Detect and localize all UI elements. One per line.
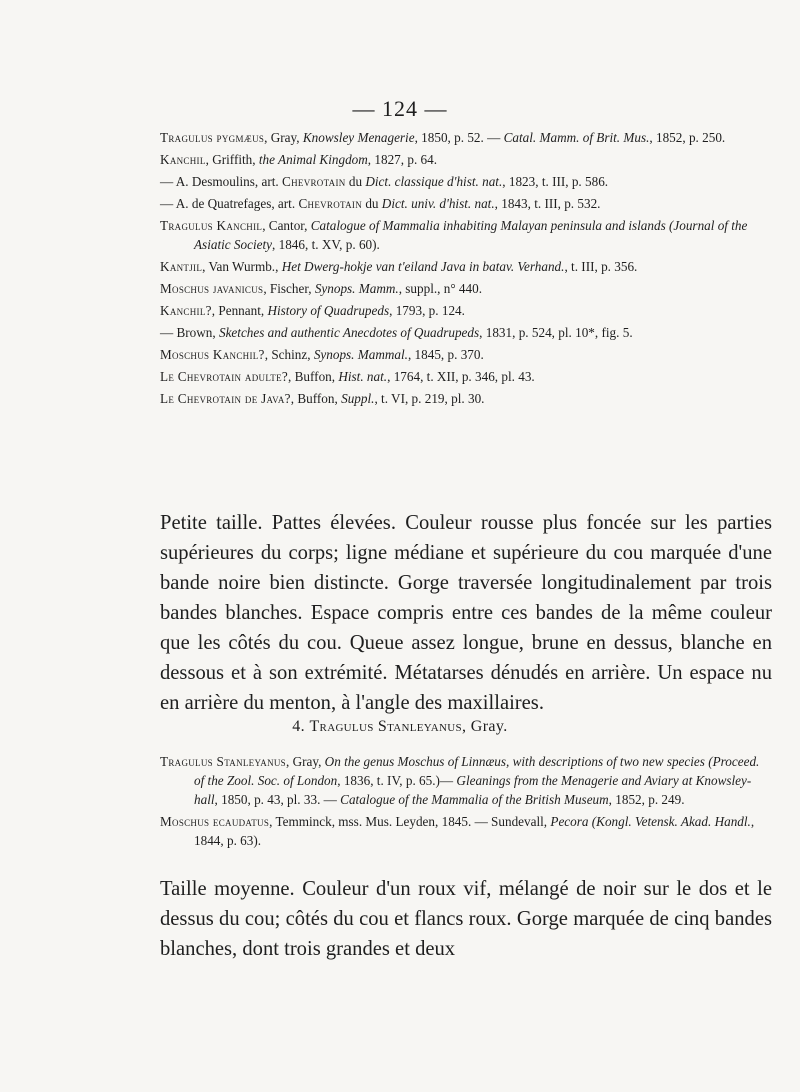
reference-name: Kantjil bbox=[160, 259, 203, 274]
reference-author: , Schinz, bbox=[264, 347, 314, 362]
reference-entry bbox=[160, 323, 760, 342]
reference-detail: , 1823, t. III, p. 586. bbox=[502, 174, 609, 189]
reference-title: Dict. classique d'hist. nat. bbox=[365, 174, 503, 189]
reference-detail: , suppl., n° 440. bbox=[398, 281, 483, 296]
reference-title: Synops. Mamm. bbox=[314, 281, 399, 296]
reference-author: , Fischer, bbox=[263, 281, 315, 296]
reference-connector: du bbox=[345, 174, 366, 189]
reference-entry bbox=[160, 389, 760, 408]
reference-name: Kanchil? bbox=[160, 303, 212, 318]
species-author: , Gray. bbox=[461, 718, 508, 735]
reference-author: , Buffon, bbox=[290, 391, 342, 406]
reference-entry bbox=[160, 279, 760, 298]
description-paragraph-2: Taille moyenne. Couleur d'un roux vif, mélangé de noir sur le dos et le dessus du cou; côtés du cou et flancs roux. Gorge marquée de cinq bandes blanches, dont trois grandes et deux bbox=[160, 878, 772, 960]
reference-author: , Pennant, bbox=[211, 303, 268, 318]
reference-title: Knowsley Menagerie bbox=[302, 130, 415, 145]
reference-detail: , t. VI, p. 219, pl. 30. bbox=[374, 391, 485, 406]
reference-title: Dict. univ. d'hist. nat. bbox=[381, 196, 495, 211]
reference-name: Moschus Kanchil? bbox=[160, 347, 265, 362]
reference-title: Hist. nat. bbox=[338, 369, 388, 384]
reference-title-3: Catalogue of the Mammalia of the British Museum bbox=[340, 792, 609, 807]
reference-name: Le Chevrotain de Java? bbox=[160, 391, 291, 406]
reference-author: , Cantor, bbox=[262, 218, 311, 233]
reference-name: Le Chevrotain adulte? bbox=[160, 369, 289, 384]
reference-title: Catalogue of Mammalia inhabiting Malayan peninsula and islands (Journal of the Asiatic Society bbox=[194, 218, 748, 252]
reference-title-2: Catal. Mamm. of Brit. Mus. bbox=[503, 130, 650, 145]
reference-detail: , 1843, t. III, p. 532. bbox=[494, 196, 601, 211]
reference-detail: , 1827, p. 64. bbox=[367, 152, 438, 167]
synonymy-list-2 bbox=[160, 752, 760, 853]
species-number: 4. bbox=[292, 718, 310, 735]
reference-name: Tragulus pygmæus bbox=[160, 130, 265, 145]
reference-entry bbox=[160, 257, 760, 276]
reference-author: , Van Wurmb., bbox=[202, 259, 282, 274]
synonymy-list bbox=[160, 128, 760, 411]
reference-author: A. de Quatrefages, art. bbox=[175, 196, 299, 211]
reference-entry bbox=[160, 301, 760, 320]
reference-title: Het Dwerg-hokje van t'eiland Java in batav. Verhand. bbox=[281, 259, 565, 274]
reference-author: , Griffith, bbox=[205, 152, 259, 167]
description-paragraph: Petite taille. Pattes élevées. Couleur rousse plus foncée sur les parties supérieures du corps; ligne médiane et supérieure du cou marquée d'une bande noire bien distincte. Gorge traversée longitudinalement par trois bandes blanches. Espace compris entre ces bandes de la même couleur que les côtés du cou. Queue assez longue, brune en dessus, blanche en dessous et à son extrémité. Métatarses dénudés en arrière. Un espace nu en arrière du menton, à l'angle des maxillaires. bbox=[160, 512, 772, 714]
reference-detail: , 1850, p. 52. — bbox=[414, 130, 504, 145]
reference-detail-3: , 1852, p. 249. bbox=[608, 792, 685, 807]
reference-name: — bbox=[160, 174, 176, 189]
reference-name: — bbox=[160, 196, 176, 211]
reference-entry bbox=[160, 812, 760, 850]
reference-author: , Gray, bbox=[285, 754, 325, 769]
reference-entry bbox=[160, 216, 760, 254]
reference-author: Brown, bbox=[176, 325, 219, 340]
reference-title: Pecora (Kongl. Vetensk. Akad. Handl. bbox=[550, 814, 751, 829]
reference-detail-2: , 1852, p. 250. bbox=[649, 130, 726, 145]
reference-entry bbox=[160, 367, 760, 386]
reference-title: Suppl. bbox=[341, 391, 375, 406]
reference-detail: , 1846, t. XV, p. 60). bbox=[272, 237, 380, 252]
reference-title: Synops. Mammal. bbox=[313, 347, 408, 362]
reference-title: On the genus Moschus of Linnæus, with descriptions of two new species (Proceed. of the Zool. Soc. of London bbox=[194, 754, 760, 788]
reference-title: the Animal Kingdom bbox=[258, 152, 368, 167]
reference-detail: , 1831, p. 524, pl. 10*, fig. 5. bbox=[479, 325, 633, 340]
reference-detail: , 1836, t. IV, p. 65.)— bbox=[337, 773, 457, 788]
page-number: — 124 — bbox=[352, 96, 448, 121]
reference-name: — bbox=[160, 325, 177, 340]
species-name: Tragulus Stanleyanus bbox=[309, 718, 462, 735]
reference-name: Moschus javanicus bbox=[160, 281, 264, 296]
reference-detail: , 1844, p. 63). bbox=[194, 814, 755, 848]
reference-name: Kanchil bbox=[160, 152, 206, 167]
reference-title: History of Quadrupeds bbox=[267, 303, 390, 318]
reference-detail: , 1764, t. XII, p. 346, pl. 43. bbox=[387, 369, 535, 384]
reference-detail-2: , 1850, p. 43, pl. 33. — bbox=[214, 792, 341, 807]
reference-entry bbox=[160, 128, 760, 147]
reference-title: Sketches and authentic Anecdotes of Quadrupeds bbox=[218, 325, 480, 340]
reference-author: A. Desmoulins, art. bbox=[175, 174, 282, 189]
reference-article: Chevrotain bbox=[298, 196, 363, 211]
reference-detail: , 1793, p. 124. bbox=[389, 303, 465, 318]
reference-title-2: Gleanings from the Menagerie and Aviary at Knowsley-hall bbox=[194, 773, 752, 807]
reference-name: Tragulus Kanchil bbox=[160, 218, 263, 233]
reference-author: , Buffon, bbox=[288, 369, 339, 384]
reference-connector: du bbox=[362, 196, 382, 211]
reference-entry bbox=[160, 150, 760, 169]
species-heading bbox=[0, 718, 800, 736]
reference-entry bbox=[160, 194, 760, 213]
reference-author: , Temminck, mss. Mus. Leyden, 1845. — Sundevall, bbox=[269, 814, 551, 829]
reference-entry bbox=[160, 345, 760, 364]
reference-name: Tragulus Stanleyanus bbox=[160, 754, 286, 769]
reference-name: Moschus ecaudatus bbox=[160, 814, 270, 829]
reference-entry bbox=[160, 752, 760, 809]
reference-detail: , t. III, p. 356. bbox=[564, 259, 638, 274]
reference-detail: , 1845, p. 370. bbox=[407, 347, 484, 362]
reference-author: , Gray, bbox=[264, 130, 303, 145]
reference-entry bbox=[160, 172, 760, 191]
reference-article: Chevrotain bbox=[282, 174, 346, 189]
